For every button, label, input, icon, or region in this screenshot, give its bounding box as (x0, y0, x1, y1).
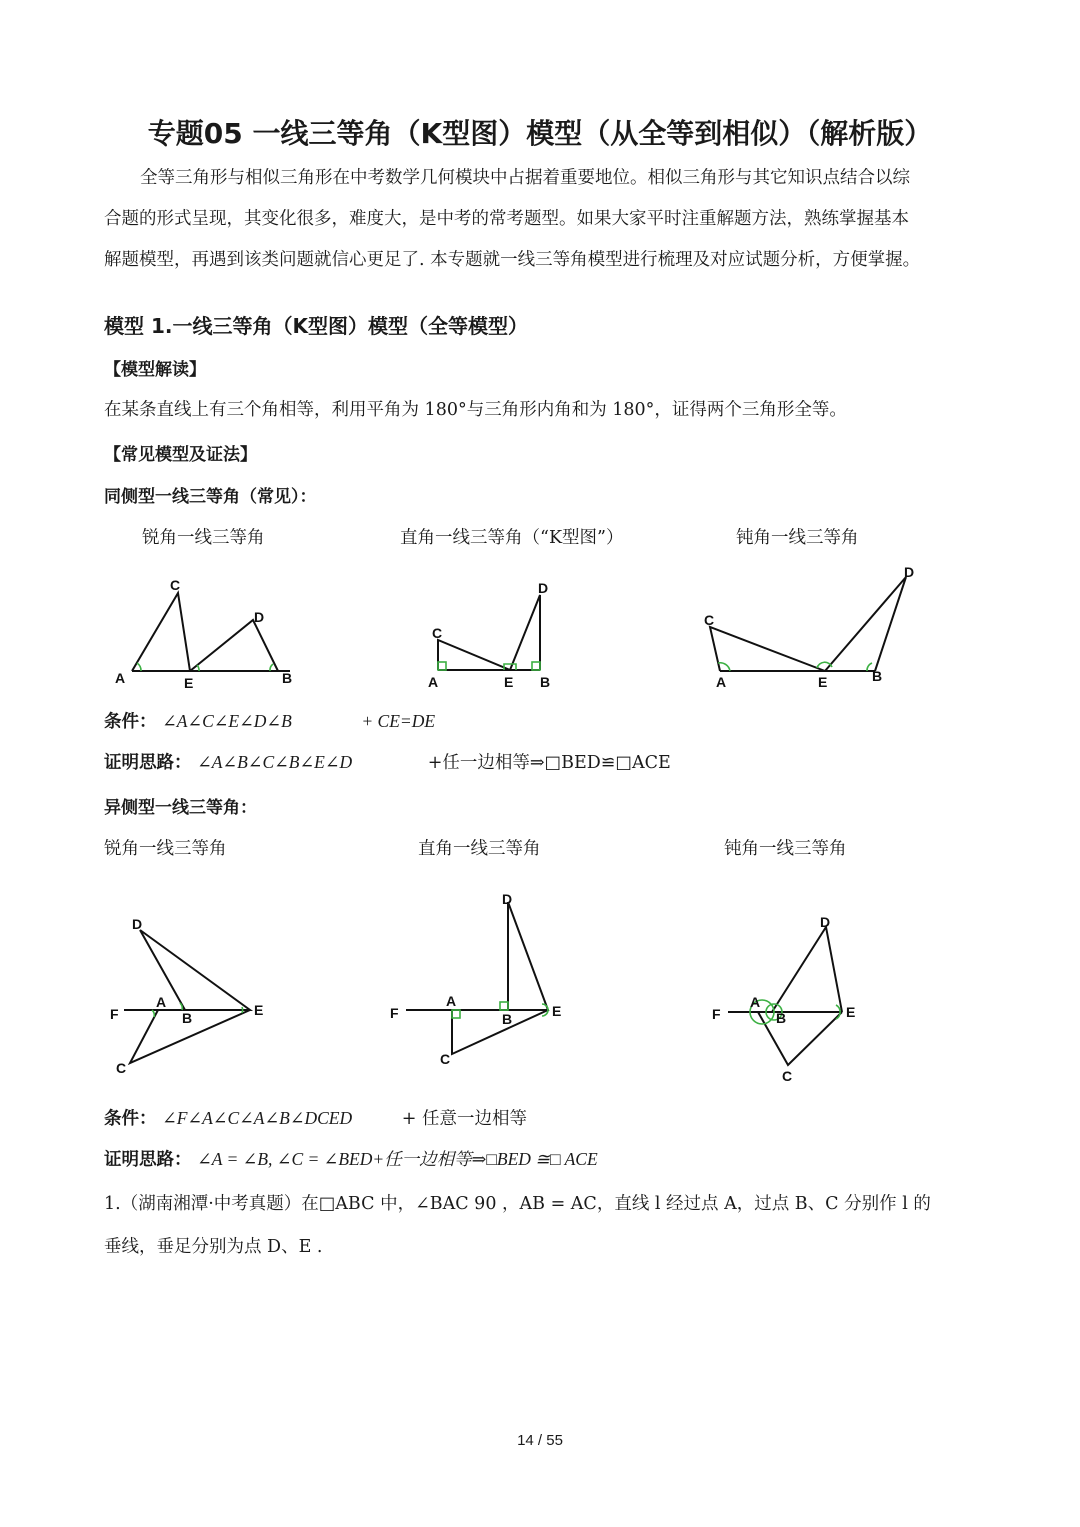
label-e: E (818, 674, 828, 690)
label-a: A (446, 993, 457, 1009)
label-d: D (820, 914, 831, 930)
label-b: B (776, 1010, 787, 1026)
label-e: E (254, 1002, 264, 1018)
label-a: A (716, 674, 727, 690)
label-a: A (428, 674, 439, 690)
angle-mark-b (270, 664, 273, 671)
intro-paragraph (104, 158, 984, 281)
angle-mark-e (242, 1007, 243, 1013)
label-d: D (904, 564, 915, 580)
label-f: F (110, 1006, 119, 1022)
proof-1-extra: +任一边相等⇒□BED≌□ACE (427, 753, 671, 773)
right-angle-b (500, 1002, 508, 1010)
label-c: C (440, 1051, 451, 1067)
label-f: F (390, 1005, 399, 1021)
label-d: D (132, 916, 143, 932)
proof-2 (104, 1146, 598, 1171)
label-a: A (750, 994, 761, 1010)
label-e: E (846, 1004, 856, 1020)
label-c: C (116, 1060, 127, 1076)
problem-line-2: 垂线，垂足分别为点 D、E . (104, 1237, 323, 1257)
label-a: A (115, 670, 126, 686)
proof-2-label: 证明思路： (104, 1150, 192, 1170)
proof-2-math: ∠A = ∠B, ∠C = ∠BED+任一边相等⇒□BED ≅□ ACE (197, 1149, 598, 1169)
right-angle-b (532, 662, 540, 670)
caption-acute-same: 锐角一线三等角 (142, 528, 265, 548)
same-side-heading: 同侧型一线三等角（常见）： (104, 487, 317, 507)
angle-mark-b (180, 1003, 182, 1010)
intro-line-3: 解题模型，再遇到该类问题就信心更足了. 本专题就一线三等角模型进行梳理及对应试题分析，方便掌握。 (104, 250, 921, 270)
triangle-bed (510, 595, 540, 670)
label-e: E (552, 1003, 562, 1019)
triangle-bed (825, 577, 906, 671)
label-e: E (184, 675, 194, 691)
page-number: 14 / 55 (517, 1432, 563, 1449)
label-d: D (538, 580, 549, 596)
label-f: F (712, 1006, 721, 1022)
label-e: E (504, 674, 514, 690)
condition-1-extra: + CE=DE (361, 711, 436, 731)
triangle-ace (452, 1010, 548, 1054)
triangle-ace (710, 627, 825, 671)
triangle-ace (132, 593, 190, 671)
diagram-right-opposite (390, 892, 580, 1072)
triangle-ace (438, 640, 510, 670)
angle-mark-a (152, 1010, 154, 1017)
intro-line-2: 合题的形式呈现，其变化很多，难度大，是中考的常考题型。如果大家平时注重解题方法，熟练掌握基本 (104, 209, 909, 229)
label-b: B (182, 1010, 193, 1026)
proof-1-math: ∠A∠B∠C∠B∠E∠D (197, 752, 353, 772)
condition-1 (104, 708, 435, 733)
label-b: B (872, 668, 883, 684)
proof-1 (104, 749, 671, 774)
model1-heading: 模型 1.一线三等角（K型图）模型（全等模型） (104, 314, 528, 338)
condition-1-label: 条件： (104, 712, 157, 732)
label-c: C (782, 1068, 793, 1084)
proof-1-label: 证明思路： (104, 753, 192, 773)
triangle-bed (190, 620, 278, 671)
triangle-bed (772, 927, 842, 1012)
triangle-bed (508, 902, 548, 1010)
condition-2-extra: + 任意一边相等 (401, 1109, 527, 1129)
label-c: C (170, 577, 181, 593)
condition-2-math: ∠F∠A∠C∠A∠B∠DCED (162, 1108, 353, 1128)
opposite-heading: 异侧型一线三等角： (104, 798, 257, 818)
interpret-heading: 【模型解读】 (104, 360, 206, 380)
caption-right-same: 直角一线三等角（“K型图”） (400, 528, 624, 548)
caption-right-opposite: 直角一线三等角 (418, 839, 541, 859)
page-title: 专题05 一线三等角（K型图）模型（从全等到相似）（解析版） (147, 117, 933, 150)
label-c: C (704, 612, 715, 628)
label-b: B (502, 1011, 513, 1027)
caption-obtuse-same: 钝角一线三等角 (736, 528, 859, 548)
interpret-text: 在某条直线上有三个角相等，利用平角为 180°与三角形内角和为 180°，证得两个三角形全等。 (104, 400, 847, 420)
intro-line-1: 全等三角形与相似三角形在中考数学几何模块中占据着重要地位。相似三角形与其它知识点结合以综 (140, 168, 910, 188)
diagram-obtuse-opposite (710, 915, 880, 1085)
problem-line-1: 1.（湖南湘潭·中考真题）在□ABC 中，∠BAC 90 ，AB = AC，直线 l 经过点 A，过点 B、C 分别作 l 的 (104, 1194, 931, 1214)
condition-1-math: ∠A∠C∠E∠D∠B (162, 711, 292, 731)
right-angle-a (452, 1010, 460, 1018)
diagram-right-same (420, 580, 570, 690)
label-d: D (502, 891, 513, 907)
label-c: C (432, 625, 443, 641)
condition-2-label: 条件： (104, 1109, 157, 1129)
label-d: D (254, 609, 265, 625)
diagram-acute-same (110, 575, 310, 695)
label-b: B (282, 670, 293, 686)
angle-mark-a (137, 663, 141, 671)
diagram-obtuse-same (700, 565, 930, 695)
label-b: B (540, 674, 551, 690)
diagram-acute-opposite (110, 915, 280, 1080)
label-a: A (156, 994, 167, 1010)
caption-obtuse-opposite: 钝角一线三等角 (724, 839, 847, 859)
condition-2 (104, 1105, 527, 1130)
caption-acute-opposite: 锐角一线三等角 (104, 839, 227, 859)
common-heading: 【常见模型及证法】 (104, 445, 257, 465)
right-angle-a (438, 662, 446, 670)
